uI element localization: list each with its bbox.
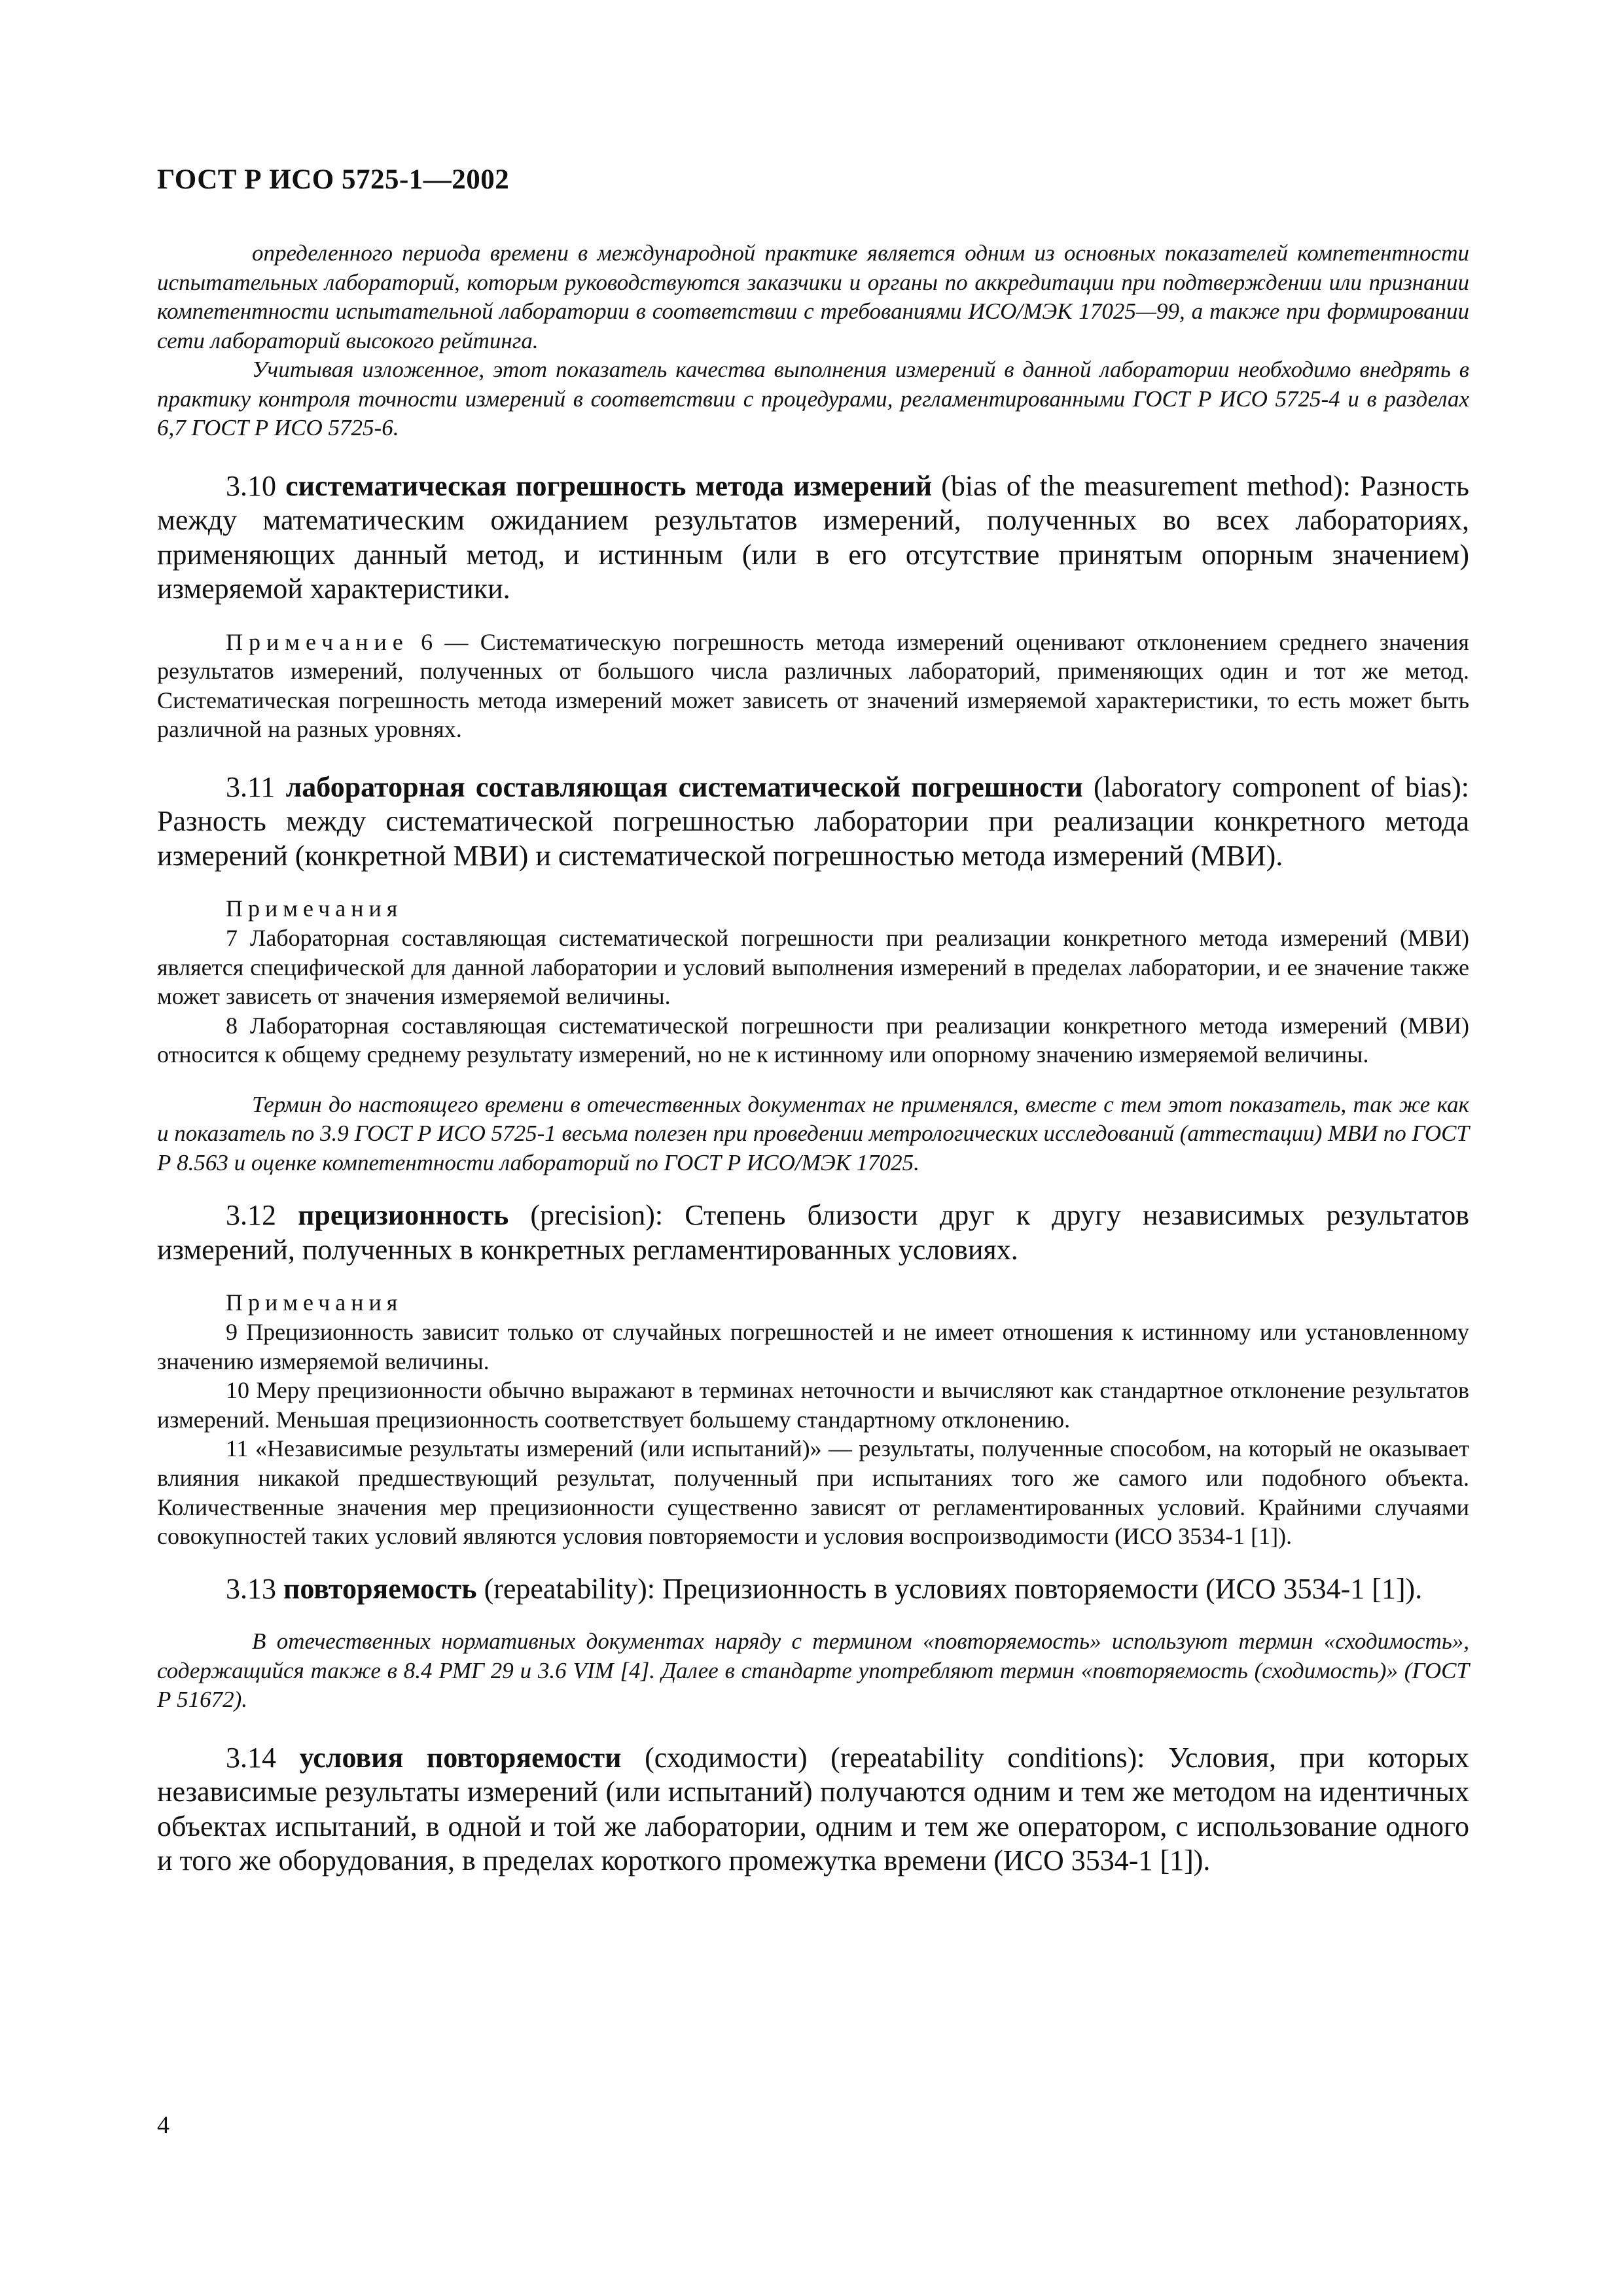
term-definition: (сходимости) (repeatability conditions): Условия, при которых независимые результаты измерений (или испытаний) получаются одним и тем же методом на идентичных объектах испытаний, в одной и той же лаборатории, одним и тем же оператором, с использование одного и того же оборудования, в пределах короткого промежутка времени (ИСО 3534-1 [1]).: [157, 1741, 1470, 1877]
notes-heading: Примечания: [226, 1289, 403, 1316]
term-name: прецизионность: [298, 1199, 509, 1232]
term-3-13: [157, 1572, 1469, 1607]
term-definition: (bias of the measurement method): Разность между математическим ожиданием результатов измерений, полученных во всех лабораториях, применяющих данный метод, и истинным (или в его отсутствие принятым опорным значением) измеряемой характеристики.: [157, 469, 1469, 605]
comment-3-13: В отечественных нормативных документах наряду с термином «повторяемость» используют термин «сходимость», содержащийся также в 8.4 РМГ 29 и 3.6 VIM [4]. Далее в стандарте употребляют термин «повторяемость (сходимость)» (ГОСТ Р 51672).: [157, 1628, 1469, 1713]
note-text: 6 — Систематическую погрешность метода измерений оценивают отклонением среднего значения результатов измерений, полученных от большого числа различных лабораторий, применяющих один и тот же метод. Систематическая погрешность метода измерений может зависеть от значений измеряемой характеристики, то есть может быть различной на разных уровнях.: [157, 628, 1469, 743]
term-definition: (repeatability): Прецизионность в условиях повторяемости (ИСО 3534-1 [1]).: [484, 1572, 1423, 1605]
note-6: [157, 628, 1469, 744]
term-number: 3.10: [226, 469, 276, 502]
comment-3-11: Термин до настоящего времени в отечественных документах не применялся, вместе с тем этот показатель, так же как и показатель по 3.9 ГОСТ Р ИСО 5725-1 весьма полезен при проведении метрологических исследований (аттестации) МВИ по ГОСТ Р 8.563 и оценке компетентности лабораторий по ГОСТ Р ИСО/МЭК 17025.: [157, 1091, 1469, 1175]
term-number: 3.11: [226, 770, 276, 803]
term-definition: (laboratory component of bias): Разность между систематической погрешностью лаборатории при реализации конкретного метода измерений (конкретной МВИ) и систематической погрешностью метода измерений (МВИ).: [157, 770, 1470, 872]
term-number: 3.13: [226, 1572, 276, 1605]
term-3-14: [157, 1741, 1469, 1878]
note-8: 8 Лабораторная составляющая систематической погрешности при реализации конкретного метода измерений (МВИ) относится к общему среднему результату измерений, но не к истинному или опорному значению измеряемой величины.: [157, 1012, 1469, 1068]
term-number: 3.12: [226, 1199, 276, 1232]
intro-paragraph-2: Учитывая изложенное, этот показатель качества выполнения измерений в данной лаборатории необходимо внедрять в практику контроля точности измерений в соответствии с процедурами, регламентированными ГОСТ Р ИСО 5725-4 и в разделах 6,7 ГОСТ Р ИСО 5725-6.: [157, 357, 1469, 440]
notes-heading: Примечания: [226, 895, 403, 922]
note-label: Примечание: [226, 628, 409, 655]
page-number: 4: [157, 2111, 169, 2139]
term-name: повторяемость: [283, 1572, 477, 1605]
term-name: условия повторяемости: [299, 1741, 622, 1774]
note-11: 11 «Независимые результаты измерений (или испытаний)» — результаты, полученные способом, на который не оказывает влияния никакой предшествующий результат, полученный при испытаниях того же самого или подобного объекта. Количественные значения мер прецизионности существенно зависят от регламентированных условий. Крайними случаями совокупностей таких условий являются условия повторяемости и условия воспроизводимости (ИСО 3534-1 [1]).: [157, 1435, 1469, 1550]
note-7: 7 Лабораторная составляющая систематической погрешности при реализации конкретного метода измерений (МВИ) является специфической для данной лаборатории и условий выполнения измерений в пределах лаборатории, и ее значение также может зависеть от значения измеряемой величины.: [157, 924, 1469, 1010]
note-10: 10 Меру прецизионности обычно выражают в терминах неточности и вычисляют как стандартное отклонение результатов измерений. Меньшая прецизионность соответствует большему стандартному отклонению.: [157, 1377, 1469, 1433]
term-number: 3.14: [226, 1741, 276, 1774]
term-3-12: [157, 1198, 1469, 1267]
term-name: лабораторная составляющая систематической погрешности: [285, 770, 1083, 803]
intro-paragraph-1: определенного периода времени в международной практике является одним из основных показателей компетентности испытательных лабораторий, которым руководствуются заказчики и органы по аккредитации при подтверждении или признании компетентности испытательной лаборатории в соответствии с требованиями ИСО/МЭК 17025—99, а также при формировании сети лабораторий высокого рейтинга.: [157, 240, 1469, 353]
term-3-10: [157, 469, 1469, 607]
term-definition: (precision): Степень близости друг к другу независимых результатов измерений, полученных в конкретных регламентированных условиях.: [157, 1199, 1470, 1266]
page-header: ГОСТ Р ИСО 5725-1—2002: [157, 164, 510, 195]
note-9: 9 Прецизионность зависит только от случайных погрешностей и не имеет отношения к истинному или установленному значению измеряемой величины.: [157, 1319, 1469, 1374]
term-3-11: [157, 770, 1469, 874]
document-page: [157, 0, 1469, 2296]
page-body: [157, 239, 1469, 1878]
term-name: систематическая погрешность метода измерений: [285, 469, 933, 502]
